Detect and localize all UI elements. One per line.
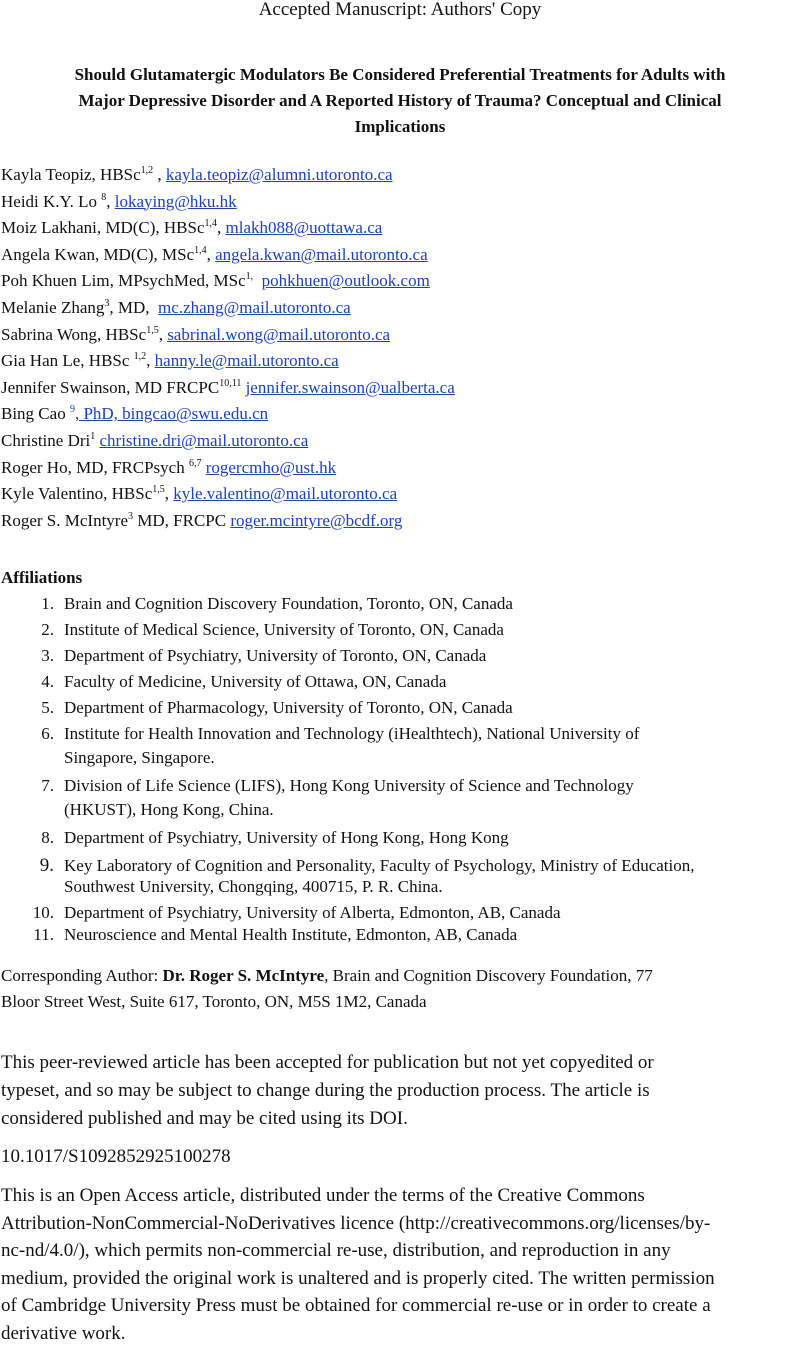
author-name: Kayla Teopiz, HBSc	[1, 165, 141, 184]
affiliation-item	[24, 722, 794, 774]
affiliation-number: 8.	[24, 826, 54, 850]
doi: 10.1017/S1092852925100278	[1, 1145, 231, 1169]
author-email-link[interactable]: lokaying@hku.hk	[115, 192, 237, 211]
affiliation-text: Brain and Cognition Discovery Foundation, Toronto, ON, Canada	[64, 594, 513, 613]
author-name: Melanie Zhang	[1, 298, 104, 317]
affiliation-text: Neuroscience and Mental Health Institute, Edmonton, AB, Canada	[64, 925, 517, 944]
affiliation-item	[24, 670, 794, 696]
affiliation-text: Singapore, Singapore.	[64, 746, 794, 770]
author-affiliation-ref: 1,5	[146, 325, 159, 336]
affiliation-text: (HKUST), Hong Kong, China.	[64, 798, 794, 822]
license-line: of Cambridge University Press must be obtained for commercial re-use or in order to create a	[1, 1292, 798, 1320]
author-entry	[1, 215, 796, 242]
affiliation-text: Key Laboratory of Cognition and Personality, Faculty of Psychology, Ministry of Education,	[64, 855, 794, 876]
author-email-link[interactable]: roger.mcintyre@bcdf.org	[230, 511, 402, 530]
corresponding-author	[1, 963, 791, 1015]
author-separator: ,	[106, 192, 115, 211]
affiliation-text: Southwest University, Chongqing, 400715, P. R. China.	[64, 876, 794, 897]
author-affiliation-ref: 1,2	[141, 165, 154, 176]
affiliation-text: Department of Psychiatry, University of Toronto, ON, Canada	[64, 646, 486, 665]
author-affiliation-ref: 9	[70, 404, 75, 415]
license-line: nc-nd/4.0/), which permits non-commercial re-use, distribution, and reproduction in any	[1, 1237, 798, 1265]
author-email-link[interactable]: mlakh088@uottawa.ca	[226, 218, 383, 237]
author-name: Christine Dri	[1, 431, 90, 450]
article-title	[10, 62, 790, 140]
affiliation-number: 9.	[24, 855, 54, 876]
author-entry	[1, 428, 796, 455]
author-name: Moiz Lakhani, MD(C), HBSc	[1, 218, 205, 237]
author-affiliation-ref: 8	[101, 192, 106, 203]
author-affiliation-ref: 1	[90, 431, 95, 442]
affiliation-number: 6.	[24, 722, 54, 746]
author-separator: ,	[159, 325, 168, 344]
author-separator: ,	[207, 245, 216, 264]
author-affiliation-ref: 1,4	[194, 245, 207, 256]
affiliation-number: 10.	[24, 901, 54, 925]
author-email-link[interactable]: mc.zhang@mail.utoronto.ca	[158, 298, 351, 317]
corresponding-line	[1, 963, 791, 989]
affiliation-item	[24, 696, 794, 722]
notice-line: typeset, and so may be subject to change during the production process. The article is	[1, 1077, 796, 1105]
author-affiliation-ref: 3	[104, 298, 109, 309]
author-name: Roger Ho, MD, FRCPsych	[1, 458, 189, 477]
author-separator: , MD,	[109, 298, 158, 317]
author-entry	[1, 242, 796, 269]
corresponding-address-line: Bloor Street West, Suite 617, Toronto, ON, M5S 1M2, Canada	[1, 989, 791, 1015]
author-email-link[interactable]: angela.kwan@mail.utoronto.ca	[215, 245, 428, 264]
affiliation-number: 7.	[24, 774, 54, 798]
affiliation-text: Institute of Medical Science, University of Toronto, ON, Canada	[64, 620, 504, 639]
affiliation-item	[24, 592, 794, 618]
author-email-link[interactable]: christine.dri@mail.utoronto.ca	[100, 431, 309, 450]
license-line: medium, provided the original work is unaltered and is properly cited. The written permission	[1, 1265, 798, 1293]
author-entry	[1, 268, 796, 295]
affiliation-text: Faculty of Medicine, University of Ottawa, ON, Canada	[64, 672, 446, 691]
notice-line: considered published and may be cited using its DOI.	[1, 1105, 796, 1133]
corresponding-name: Dr. Roger S. McIntyre	[163, 966, 325, 985]
author-name: Kyle Valentino, HBSc	[1, 484, 152, 503]
affiliation-number: 4.	[24, 670, 54, 694]
author-affiliation-ref: 1,	[246, 271, 254, 282]
notice-line: This peer-reviewed article has been accepted for publication but not yet copyedited or	[1, 1049, 796, 1077]
affiliation-item	[24, 923, 794, 947]
license-line: derivative work.	[1, 1320, 798, 1347]
author-list	[1, 162, 796, 534]
author-affiliation-ref: 1,4	[205, 218, 218, 229]
author-email-link[interactable]: rogercmho@ust.hk	[206, 458, 336, 477]
title-line: Implications	[10, 114, 790, 140]
author-email-link[interactable]: pohkhuen@outlook.com	[262, 271, 430, 290]
author-separator	[253, 271, 262, 290]
title-line: Major Depressive Disorder and A Reported History of Trauma? Conceptual and Clinical	[10, 88, 790, 114]
author-affiliation-ref: 1,5	[152, 484, 165, 495]
author-email-link[interactable]: kyle.valentino@mail.utoronto.ca	[173, 484, 397, 503]
author-name: Poh Khuen Lim, MPsychMed, MSc	[1, 271, 246, 290]
author-entry	[1, 295, 796, 322]
author-separator: ,	[165, 484, 174, 503]
affiliation-number: 1.	[24, 592, 54, 616]
author-name: Heidi K.Y. Lo	[1, 192, 101, 211]
author-email-link[interactable]: jennifer.swainson@ualberta.ca	[246, 378, 455, 397]
author-separator: ,	[146, 351, 155, 370]
affiliation-text: Department of Psychiatry, University of Hong Kong, Hong Kong	[64, 828, 509, 847]
author-entry	[1, 455, 796, 482]
affiliation-number: 11.	[24, 923, 54, 947]
affiliation-text: Department of Pharmacology, University of Toronto, ON, Canada	[64, 698, 513, 717]
author-affiliation-ref: 1,2	[134, 351, 147, 362]
author-affiliation-ref: 3	[128, 511, 133, 522]
affiliation-number: 5.	[24, 696, 54, 720]
affiliation-text: Division of Life Science (LIFS), Hong Kong University of Science and Technology	[64, 774, 794, 798]
corresponding-label: Corresponding Author:	[1, 966, 163, 985]
affiliation-item	[24, 826, 794, 853]
author-entry	[1, 375, 796, 402]
author-entry	[1, 189, 796, 216]
affiliations-list	[24, 592, 794, 947]
author-entry	[1, 162, 796, 189]
license-line: This is an Open Access article, distributed under the terms of the Creative Commons	[1, 1182, 798, 1210]
manuscript-banner: Accepted Manuscript: Authors' Copy	[0, 0, 800, 21]
author-affiliation-ref: 6,7	[189, 458, 202, 469]
author-entry	[1, 481, 796, 508]
publication-notice	[1, 1049, 796, 1133]
author-name: Gia Han Le, HBSc	[1, 351, 134, 370]
affiliation-item	[24, 901, 794, 923]
author-email-link[interactable]: , PhD, bingcao@swu.edu.cn	[75, 404, 268, 423]
affiliation-item	[24, 618, 794, 644]
affiliation-text: Department of Psychiatry, University of Alberta, Edmonton, AB, Canada	[64, 903, 561, 922]
author-affiliation-ref: 10,11	[219, 378, 241, 389]
affiliation-item	[24, 853, 794, 901]
affiliation-number: 2.	[24, 618, 54, 642]
author-separator: ,	[153, 165, 166, 184]
author-email-link[interactable]: sabrinal.wong@mail.utoronto.ca	[167, 325, 390, 344]
author-email-link[interactable]: kayla.teopiz@alumni.utoronto.ca	[166, 165, 393, 184]
license-statement	[1, 1182, 798, 1347]
affiliation-number: 3.	[24, 644, 54, 668]
title-line: Should Glutamatergic Modulators Be Considered Preferential Treatments for Adults with	[10, 62, 790, 88]
author-name: Angela Kwan, MD(C), MSc	[1, 245, 194, 264]
affiliation-item	[24, 644, 794, 670]
author-name: Bing Cao	[1, 404, 70, 423]
license-line: Attribution-NonCommercial-NoDerivatives licence (http://creativecommons.org/licenses/by-	[1, 1210, 798, 1238]
corresponding-address: , Brain and Cognition Discovery Foundation, 77	[324, 966, 653, 985]
author-separator: ,	[217, 218, 226, 237]
affiliation-text: Institute for Health Innovation and Technology (iHealthtech), National University of	[64, 722, 794, 746]
author-entry	[1, 508, 796, 535]
author-entry	[1, 322, 796, 349]
affiliation-item	[24, 774, 794, 826]
author-name: Sabrina Wong, HBSc	[1, 325, 146, 344]
affiliations-heading: Affiliations	[1, 567, 82, 589]
author-name: Roger S. McIntyre	[1, 511, 128, 530]
author-entry	[1, 401, 796, 428]
author-separator: MD, FRCPC	[133, 511, 230, 530]
author-entry	[1, 348, 796, 375]
author-email-link[interactable]: hanny.le@mail.utoronto.ca	[155, 351, 339, 370]
author-name: Jennifer Swainson, MD FRCPC	[1, 378, 219, 397]
